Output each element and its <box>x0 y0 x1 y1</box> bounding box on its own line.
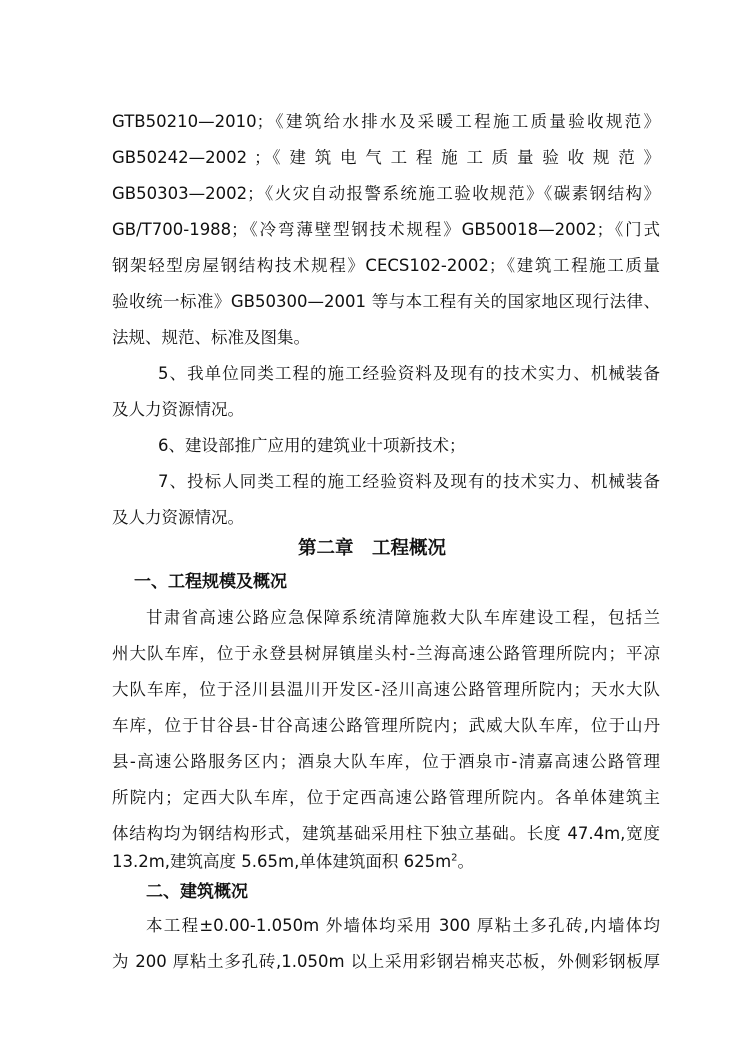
text-line: 本工程±0.00-1.050m 外墙体均采用 300 厚粘土多孔砖,内墙体均 <box>146 916 660 935</box>
list-item-6: 6、建设部推广应用的建筑业十项新技术； <box>158 436 466 455</box>
text-line: 体结构均为钢结构形式，建筑基础采用柱下独立基础。长度 47.4m,宽度 <box>112 824 660 843</box>
text-line: 及人力资源情况。 <box>112 508 244 527</box>
text-line: 大队车库，位于泾川县温川开发区-泾川高速公路管理所院内；天水大队 <box>112 680 660 699</box>
text-line: 钢架轻型房屋钢结构技术规程》CECS102-2002；《建筑工程施工质量 <box>112 256 660 275</box>
text-line: GB/T700-1988；《冷弯薄壁型钢技术规程》GB50018—2002；《门式 <box>112 220 660 239</box>
chapter-title: 第二章 工程概况 <box>297 538 446 559</box>
text-line: 甘肃省高速公路应急保障系统清障施救大队车库建设工程，包括兰 <box>146 608 660 627</box>
text-line <box>112 849 660 875</box>
text-line: 法规、规范、标准及图集。 <box>112 328 310 347</box>
text-line: 所院内；定西大队车库，位于定西高速公路管理所院内。各单体建筑主 <box>112 788 660 807</box>
text-run: 。 <box>457 852 475 871</box>
text-line: GB50242—2002 ；《 建 筑 电 气 工 程 施 工 质 量 验 收 规 范 》 <box>112 148 660 167</box>
text-line: GB50303—2002；《火灾自动报警系统施工验收规范》《碳素钢结构》 <box>112 184 660 203</box>
list-item-5: 5、我单位同类工程的施工经验资料及现有的技术实力、机械装备 <box>158 364 660 383</box>
text-line: 县-高速公路服务区内；酒泉大队车库，位于酒泉市-清嘉高速公路管理 <box>112 752 660 771</box>
text-run: 13.2m,建筑高度 5.65m,单体建筑面积 625m <box>112 852 452 871</box>
section-heading: 二、建筑概况 <box>146 882 248 902</box>
list-item-7: 7、投标人同类工程的施工经验资料及现有的技术实力、机械装备 <box>158 472 660 491</box>
text-line: 车库，位于甘谷县-甘谷高速公路管理所院内；武威大队车库，位于山丹 <box>112 716 660 735</box>
text-line: 为 200 厚粘土多孔砖,1.050m 以上采用彩钢岩棉夹芯板，外侧彩钢板厚 <box>112 952 660 971</box>
text-line: 及人力资源情况。 <box>112 400 244 419</box>
text-line: 州大队车库，位于永登县树屏镇崖头村-兰海高速公路管理所院内；平凉 <box>112 644 660 663</box>
superscript: 2 <box>451 852 458 864</box>
section-heading: 一、工程规模及概况 <box>134 572 287 592</box>
text-line: GTB50210—2010；《建筑给水排水及采暖工程施工质量验收规范》 <box>112 112 660 131</box>
text-line: 验收统一标准》GB50300—2001 等与本工程有关的国家地区现行法律、 <box>112 292 660 311</box>
